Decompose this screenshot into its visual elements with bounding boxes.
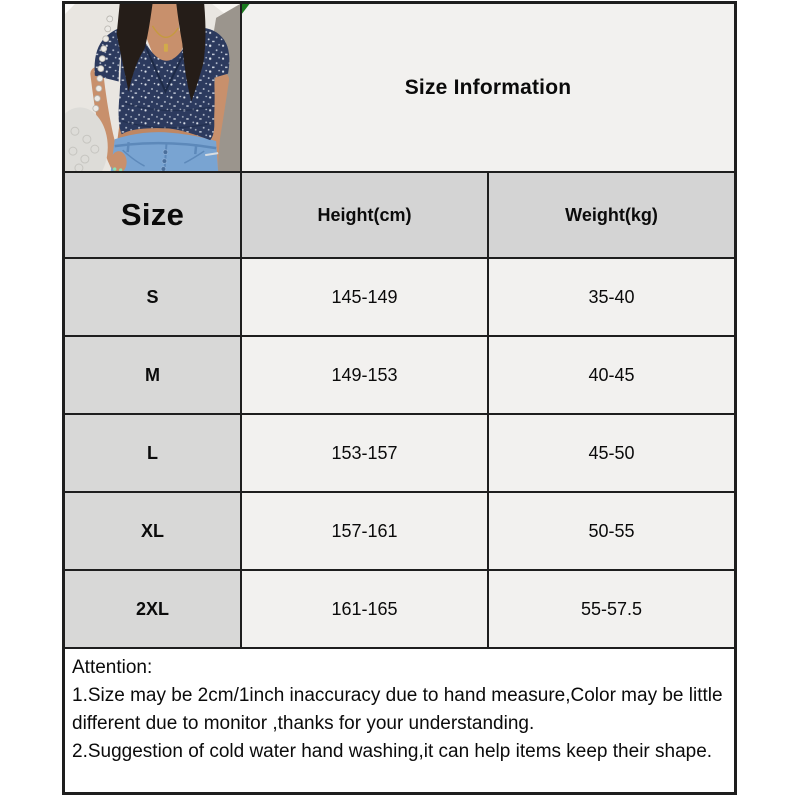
size-label: L [65,415,240,491]
attention-line-1: 1.Size may be 2cm/1inch inaccuracy due to hand measure,Color may be little different due to monitor ,thanks for your understanding. [72,685,723,734]
height-value: 153-157 [240,415,487,491]
weight-value: 55-57.5 [487,571,734,647]
model-illustration [65,4,240,171]
column-header-height: Height(cm) [240,173,487,257]
height-value: 145-149 [240,259,487,335]
table-row-l [65,413,734,491]
green-corner-flag-icon [241,4,251,15]
table-row-m [65,335,734,413]
weight-value: 40-45 [487,337,734,413]
size-label: M [65,337,240,413]
column-header-size: Size [65,173,240,257]
product-photo [65,4,240,171]
height-value: 149-153 [240,337,487,413]
height-value: 157-161 [240,493,487,569]
table-row-xl [65,491,734,569]
top-section [65,4,734,171]
height-value: 161-165 [240,571,487,647]
attention-box [65,647,734,792]
column-header-weight: Weight(kg) [487,173,734,257]
attention-heading: Attention: [72,657,153,678]
table-row-s [65,257,734,335]
table-header-row [65,171,734,257]
size-table-frame [62,1,737,795]
page-title: Size Information [404,75,572,99]
weight-value: 45-50 [487,415,734,491]
title-cell [240,4,734,171]
attention-line-2: 2.Suggestion of cold water hand washing,it can help items keep their shape. [72,741,713,762]
size-label: 2XL [65,571,240,647]
weight-value: 50-55 [487,493,734,569]
size-label: XL [65,493,240,569]
weight-value: 35-40 [487,259,734,335]
size-label: S [65,259,240,335]
table-row-2xl [65,569,734,647]
